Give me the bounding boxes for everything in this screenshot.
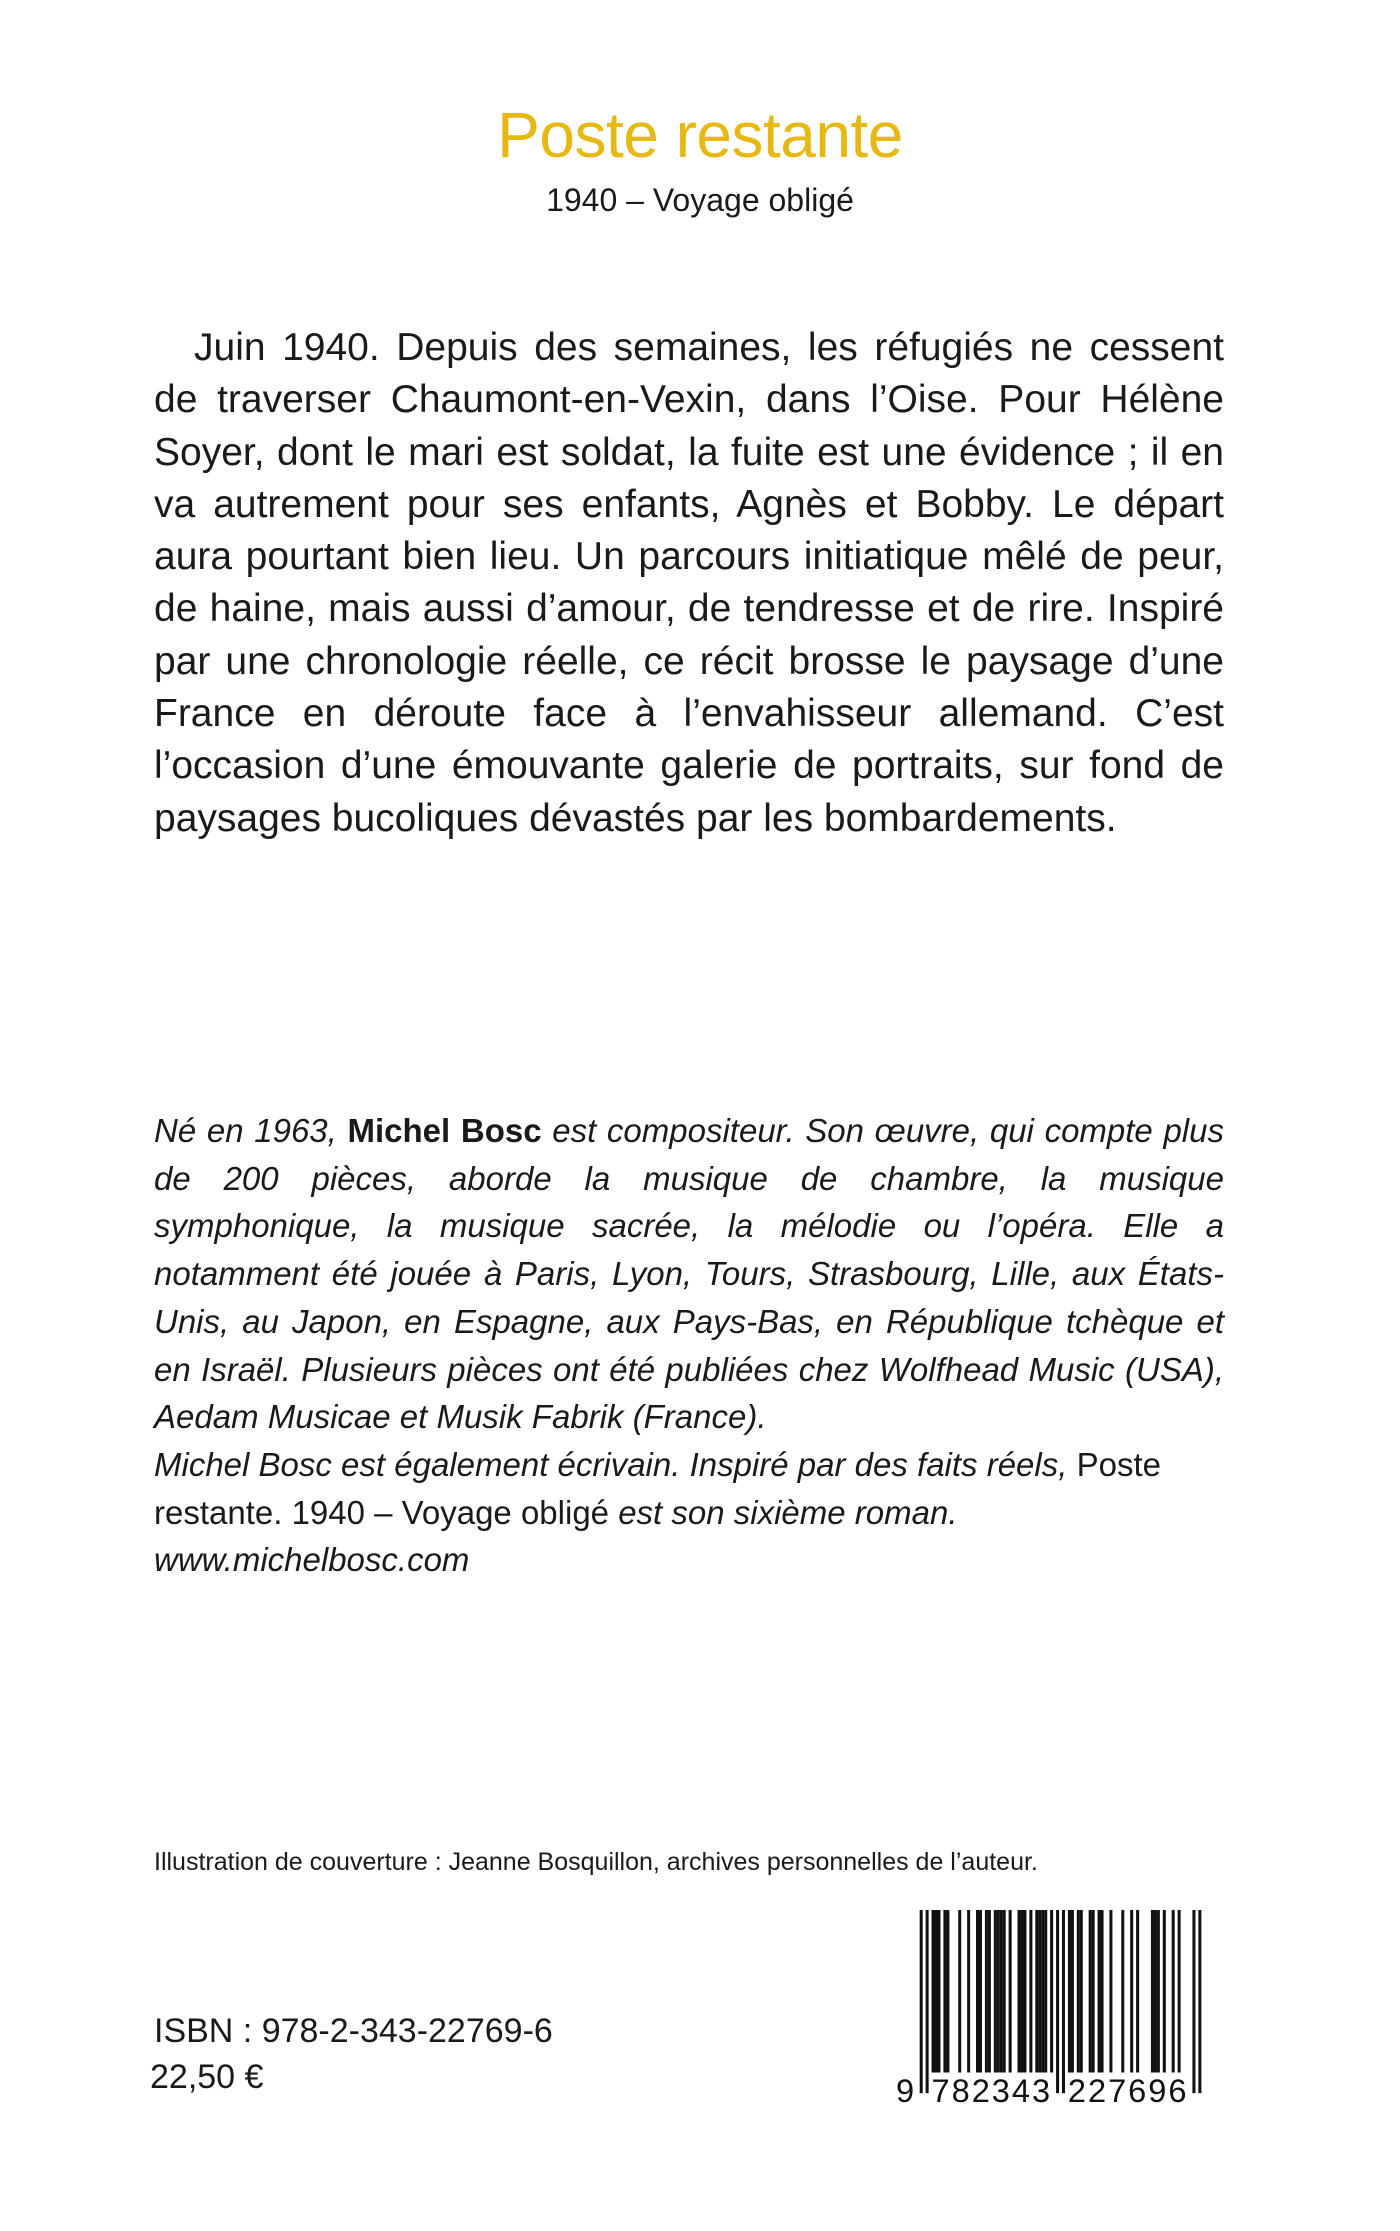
barcode-digits: 782343: [931, 2073, 1051, 2105]
barcode-bar: [1023, 1910, 1026, 2073]
ean13-barcode: [893, 1910, 1228, 2105]
barcode-bar: [946, 1910, 949, 2073]
barcode-bar: [1029, 1910, 1032, 2073]
bio-text: Né en 1963,: [154, 1112, 348, 1149]
barcode-bar: [994, 1910, 997, 2073]
barcode-bar: [1154, 1910, 1157, 2073]
barcode-bar: [1089, 1910, 1092, 2073]
barcode-bar: [1080, 1910, 1083, 2073]
barcode-digits: 227696: [1067, 2073, 1187, 2105]
bio-text: Michel Bosc est également écrivain. Inspiré par des faits réels,: [154, 1445, 1077, 1483]
bio-paragraph-2: [154, 1441, 1224, 1536]
barcode-bar: [979, 1910, 982, 2073]
barcode-bar: [1020, 1910, 1023, 2073]
barcode-bar: [985, 1910, 988, 2073]
barcode-bar: [1109, 1910, 1112, 2073]
barcode-bar: [932, 1910, 935, 2073]
barcode-bar: [926, 1910, 929, 2093]
barcode-bar: [1062, 1910, 1065, 2093]
bio-paragraph-1: [154, 1107, 1224, 1441]
barcode-bar: [937, 1910, 940, 2073]
barcode-bar: [1018, 1910, 1021, 2073]
bio-text: est son sixième roman.: [609, 1493, 958, 1531]
barcode-bar: [935, 1910, 938, 2073]
barcode-bar: [1098, 1910, 1101, 2073]
barcode-bar: [1151, 1910, 1154, 2073]
barcode-bar: [943, 1910, 946, 2073]
barcode-bar: [920, 1910, 923, 2093]
barcode-bar: [967, 1910, 970, 2073]
book-reference: Poste restante. 1940 – Voyage obligé: [154, 1445, 1161, 1531]
barcode-bar: [1092, 1910, 1095, 2073]
barcode-bar: [997, 1910, 1000, 2073]
barcode-bar: [1172, 1910, 1175, 2073]
illustration-credit: Illustration de couverture : Jeanne Bosquillon, archives personnelles de l’auteur.: [154, 1848, 1038, 1876]
barcode-bar: [958, 1910, 961, 2073]
author-website: www.michelbosc.com: [154, 1541, 470, 1579]
barcode-bar: [1050, 1910, 1053, 2073]
barcode-bar: [1130, 1910, 1133, 2073]
barcode-bar: [1101, 1910, 1104, 2073]
barcode-bar: [1157, 1910, 1160, 2073]
barcode-bar: [1009, 1910, 1012, 2073]
author-bio: [154, 1107, 1224, 1584]
book-title: Poste restante: [497, 99, 903, 171]
barcode-bar: [1003, 1910, 1006, 2073]
barcode-bar: [988, 1910, 991, 2073]
barcode-bar: [1041, 1910, 1044, 2073]
barcode-bar: [976, 1910, 979, 2073]
barcode-bar: [1178, 1910, 1181, 2073]
barcode-digits: 9: [895, 2073, 915, 2105]
barcode-bar: [1035, 1910, 1038, 2073]
barcode-bar: [1071, 1910, 1074, 2073]
author-name: Michel Bosc: [347, 1112, 542, 1149]
isbn: ISBN : 978-2-343-22769-6: [154, 2012, 553, 2050]
barcode-bar: [1163, 1910, 1166, 2073]
book-subtitle: 1940 – Voyage obligé: [546, 182, 854, 218]
barcode-bar: [1000, 1910, 1003, 2073]
barcode-bar: [1077, 1910, 1080, 2073]
barcode-bar: [1068, 1910, 1071, 2073]
barcode-bar: [1121, 1910, 1124, 2073]
summary-text: Juin 1940. Depuis des semaines, les réfugiés ne cessent de traverser Chaumont-en-Vexin, dans l’Oise. Pour Hélène Soyer, dont le mari est soldat, la fuite est une évidence ; il en va autrement pour ses enfants, Agnès et Bobby. Le départ aura pourtant bien lieu. Un parcours initiatique mêlé de peur, de haine, mais aussi d’amour, de tendresse et de rire. Inspiré par une chronologie réelle, ce récit brosse le paysage d’une France en déroute face à l’envahisseur allemand. C’est l’occasion d’une émouvante galerie de portraits, sur fond de paysages bucoliques dévastés par les bombardements.: [154, 326, 1224, 840]
barcode-bar: [1198, 1910, 1201, 2093]
barcode-bar: [1056, 1910, 1059, 2093]
price: 22,50 €: [150, 2058, 264, 2096]
barcode-bar: [1136, 1910, 1139, 2073]
barcode-bar: [1192, 1910, 1195, 2093]
bio-text: est compositeur. Son œuvre, qui compte plus de 200 pièces, aborde la musique de chambre, la musique symphonique, la musique sacrée, la mélodie ou l’opéra. Elle a notamment été jouée à Paris, Lyon, Tours, Strasbourg, Lille, aux États-Unis, au Japon, en Espagne, aux Pays-Bas, en République tchèque et en Israël. Plusieurs pièces ont été publiées chez Wolfhead Music (USA), Aedam Musicae et Musik Fabrik (France).: [154, 1112, 1224, 1436]
barcode-bar: [1038, 1910, 1041, 2073]
barcode-bar: [1044, 1910, 1047, 2073]
